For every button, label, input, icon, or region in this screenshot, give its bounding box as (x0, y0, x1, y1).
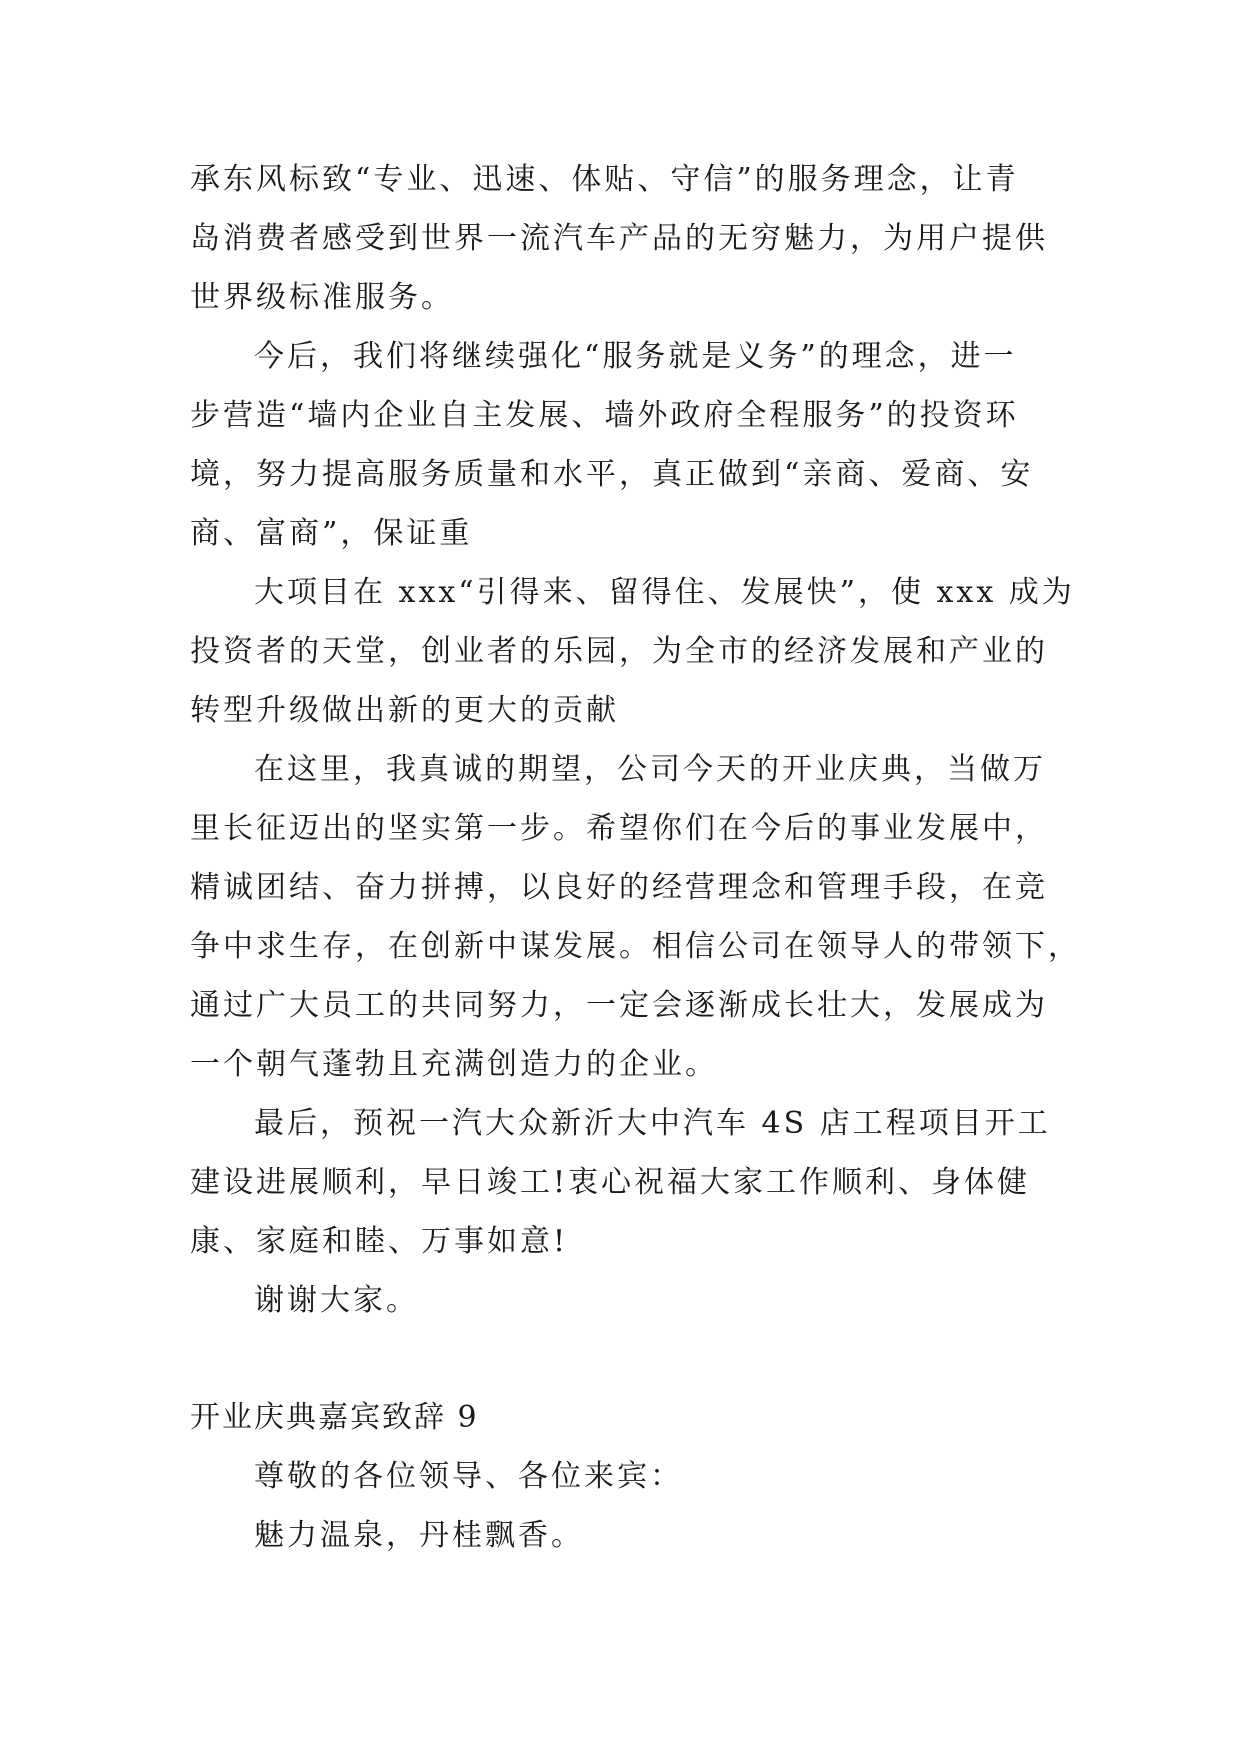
paragraph-major-projects (190, 563, 1075, 740)
text-line: 精诚团结、奋力拼搏，以良好的经营理念和管理手段，在竞 (190, 870, 1048, 905)
paragraph-best-wishes (190, 1094, 1050, 1271)
paragraph-expectations (190, 740, 1081, 1094)
text-line: 争中求生存，在创新中谋发展。相信公司在领导人的带领下， (190, 929, 1081, 964)
text-line: 投资者的天堂，创业者的乐园，为全市的经济发展和产业的 (190, 634, 1048, 669)
text-line: 一个朝气蓬勃且充满创造力的企业。 (190, 1047, 718, 1082)
text-line: 步营造“墙内企业自主发展、墙外政府全程服务”的投资环 (190, 398, 1019, 433)
opening-line: 魅力温泉，丹桂飘香。 (254, 1518, 584, 1553)
text-line: 在这里，我真诚的期望，公司今天的开业庆典，当做万 (254, 752, 1046, 787)
text-line: 承东风标致“专业、迅速、体贴、守信”的服务理念，让青 (190, 162, 1019, 197)
section-heading: 开业庆典嘉宾致辞 9 (190, 1400, 479, 1435)
text-line: 今后，我们将继续强化“服务就是义务”的理念，进一 (254, 339, 1017, 374)
text-line: 康、家庭和睦、万事如意! (190, 1224, 569, 1259)
salutation: 尊敬的各位领导、各位来宾： (254, 1459, 683, 1494)
text-line: 商、富商”，保证重 (190, 516, 473, 551)
document-body (190, 150, 1081, 1565)
paragraph-service-philosophy (190, 150, 1050, 327)
paragraph-thanks (190, 1271, 1050, 1330)
section-spacer (190, 1330, 1050, 1388)
paragraph-future-commitment (190, 327, 1050, 563)
text-line: 大项目在 xxx“引得来、留得住、发展快”，使 xxx 成为 (254, 575, 1075, 610)
text-line: 世界级标准服务。 (190, 280, 454, 315)
text-line: 岛消费者感受到世界一流汽车产品的无穷魅力，为用户提供 (190, 221, 1048, 256)
text-line: 谢谢大家。 (254, 1283, 419, 1318)
text-line: 最后，预祝一汽大众新沂大中汽车 4S 店工程项目开工 (254, 1106, 1051, 1141)
text-line: 里长征迈出的坚实第一步。希望你们在今后的事业发展中， (190, 811, 1048, 846)
text-line: 境，努力提高服务质量和水平，真正做到“亲商、爱商、安 (190, 457, 1034, 492)
text-line: 转型升级做出新的更大的贡献 (190, 693, 619, 728)
text-line: 建设进展顺利，早日竣工!衷心祝福大家工作顺利、身体健 (190, 1165, 1031, 1200)
text-line: 通过广大员工的共同努力，一定会逐渐成长壮大，发展成为 (190, 988, 1048, 1023)
